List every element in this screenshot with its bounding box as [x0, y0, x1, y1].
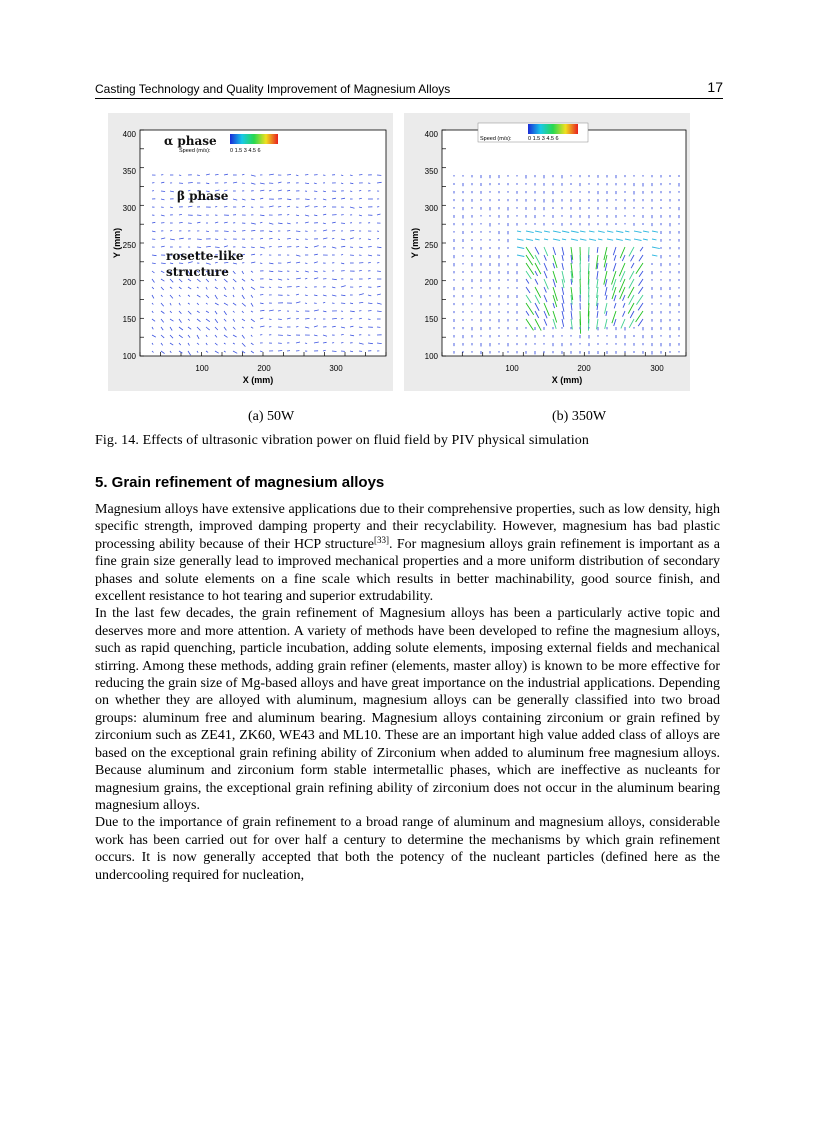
flow-vector: [314, 207, 318, 208]
flow-vector: [341, 303, 345, 304]
y-tick-label: 400: [424, 130, 438, 139]
flow-vector: [341, 255, 343, 256]
flow-vector: [580, 319, 581, 334]
flow-vector: [287, 231, 290, 232]
rosette-label-line2: structure: [166, 265, 229, 279]
x-tick-label: 300: [650, 364, 664, 373]
flow-vector: [269, 319, 272, 320]
flow-vector: [278, 271, 282, 272]
paragraph: Magnesium alloys have extensive applications due to their comprehensive properties, such as low density, high specific strength, improved damping property and their recyclability. However, magnesium has bad plastic processing ability because of their HCP structure[33]. For magnesium alloys grain refinement is important as a fine grain size generally lead to improved mechanical properties and a more uniform distribution of secondary phases and solute elements on a fine scale which results in better machinability, good source finish, and excellent resistance to hot tearing and superior extrudability.: [95, 502, 720, 605]
flow-vector: [242, 231, 245, 232]
flow-vector: [305, 343, 307, 344]
y-tick-label: 250: [424, 241, 438, 250]
running-header-title: Casting Technology and Quality Improvement of Magnesium Alloys: [95, 82, 451, 96]
legend-values: 0 1.5 3 4.5 6: [528, 136, 559, 142]
legend-label: Speed (m/s):: [179, 148, 211, 154]
y-axis-label: Y (mm): [112, 227, 122, 259]
x-axis-label: X (mm): [242, 375, 274, 385]
flow-vector: [278, 319, 282, 320]
alpha-phase-label: α phase: [164, 134, 217, 148]
flow-vector: [170, 231, 172, 232]
y-tick-label: 100: [122, 352, 136, 361]
flow-vector: [368, 311, 372, 312]
y-tick-label: 400: [122, 130, 136, 139]
subcaption-b: (b) 350W: [552, 409, 607, 424]
body-text: [95, 501, 720, 884]
flow-vector: [305, 263, 307, 264]
flow-vector: [161, 191, 165, 192]
flow-vector: [296, 319, 299, 320]
flow-vector: [341, 343, 343, 344]
x-tick-label: 200: [257, 364, 271, 373]
flow-vector: [278, 311, 281, 312]
flow-vector: [305, 287, 307, 288]
x-tick-label: 200: [577, 364, 591, 373]
paragraph: Due to the importance of grain refinement to a broad range of aluminum and magnesium alloys, considerable work has been carried out for over half a century to determine the mechanisms by which grain refinement occurs. It is now generally accepted that both the potency of the nucleant particles (defined here as the undercooling required for nucleation,: [95, 815, 720, 883]
y-tick-label: 300: [122, 204, 136, 213]
flow-vector: [215, 239, 218, 240]
flow-vector: [269, 287, 271, 288]
y-tick-label: 150: [424, 315, 438, 324]
flow-vector: [215, 207, 217, 208]
flow-vector: [242, 247, 246, 248]
flow-vector: [197, 239, 202, 240]
x-tick-label: 100: [505, 364, 519, 373]
flow-vector: [197, 247, 201, 248]
y-tick-label: 150: [122, 315, 136, 324]
flow-vector: [323, 207, 326, 208]
flow-vector: [287, 175, 291, 176]
flow-vector: [260, 295, 263, 296]
flow-vector: [260, 263, 262, 264]
legend-values: 0 1.5 3 4.5 6: [230, 148, 261, 154]
flow-vector: [368, 319, 371, 320]
flow-vector: [179, 175, 181, 176]
figure-panel-b: [404, 113, 690, 391]
beta-phase-label: β phase: [177, 189, 229, 203]
flow-vector: [341, 223, 345, 224]
flow-vector: [269, 247, 272, 248]
y-tick-label: 250: [122, 241, 136, 250]
flow-vector: [215, 247, 220, 248]
x-tick-label: 100: [195, 364, 209, 373]
flow-vector: [197, 215, 201, 216]
section-heading: 5. Grain refinement of magnesium alloys: [95, 474, 385, 491]
flow-vector: [278, 351, 282, 352]
flow-vector: [278, 287, 282, 288]
rosette-label-line1: rosette-like: [166, 249, 244, 263]
flow-vector: [350, 231, 354, 232]
y-tick-label: 100: [424, 352, 438, 361]
flow-vector: [588, 319, 589, 331]
flow-vector: [278, 247, 282, 248]
paragraph: In the last few decades, the grain refinement of Magnesium alloys has been a particularly active topic and deserves more and more attention. A variety of methods have been developed to refine the magnesium alloys, such as rapid quenching, particle incubation, adding solute elements, imposing external fields and mechanical stirring. Among these methods, adding grain refiner (elements, master alloy) is known to be more effective for reducing the grain size of Mg-based alloys and have great importance on the industrial applications. Depending on whether they are alloyed with aluminum, magnesium alloys can be generally classified into two broad groups: aluminum free and aluminum bearing. Magnesium alloys containing zirconium or grain refined by zirconium such as ZE41, ZK60, WE43 and ML10. These are an important high value added class of alloys are based on the exceptional grain refining ability of Zirconium when added to aluminum free magnesium alloys. Because aluminum and zirconium form stable intermetallic phases, which are ineffective as nucleants for magnesium grains, the exceptional grain refining ability of zirconium does not occur in the aluminum bearing magnesium alloys.: [95, 606, 720, 813]
page-number: 17: [707, 79, 723, 95]
flow-vector: [296, 311, 299, 312]
legend-label: Speed (m/s):: [480, 136, 512, 142]
flow-vector: [224, 207, 227, 208]
plot-area: [442, 130, 686, 356]
flow-vector: [305, 303, 307, 304]
flow-vector: [359, 175, 362, 176]
figure-panel-a: [108, 113, 393, 391]
citation: [33]: [373, 534, 389, 545]
y-tick-label: 200: [122, 278, 136, 287]
flow-vector: [197, 175, 200, 176]
flow-vector: [296, 327, 298, 328]
figure-caption: Fig. 14. Effects of ultrasonic vibration power on fluid field by PIV physical simulation: [95, 433, 589, 448]
y-tick-label: 350: [122, 167, 136, 176]
running-header: [95, 80, 723, 99]
flow-vector: [341, 319, 343, 320]
flow-vector: [332, 351, 337, 352]
plot-area: [140, 130, 386, 356]
flow-vector: [350, 191, 352, 192]
flow-vector: [314, 191, 317, 192]
flow-vector: [377, 271, 381, 272]
flow-vector: [305, 175, 308, 176]
flow-vector: [296, 247, 299, 248]
speed-colorbar: [230, 134, 278, 144]
y-tick-label: 300: [424, 204, 438, 213]
x-axis-label: X (mm): [551, 375, 583, 385]
subcaption-a: (a) 50W: [248, 409, 295, 424]
flow-vector: [287, 215, 289, 216]
flow-vector: [296, 231, 300, 232]
x-tick-label: 300: [329, 364, 343, 373]
speed-colorbar: [528, 124, 578, 134]
y-tick-label: 350: [424, 167, 438, 176]
flow-vector: [368, 247, 372, 248]
y-tick-label: 200: [424, 278, 438, 287]
y-axis-label: Y (mm): [410, 227, 420, 259]
flow-vector: [377, 263, 379, 264]
flow-vector: [224, 231, 229, 232]
flow-vector: [179, 263, 183, 264]
flow-vector: [278, 207, 281, 208]
flow-vector: [188, 183, 193, 184]
